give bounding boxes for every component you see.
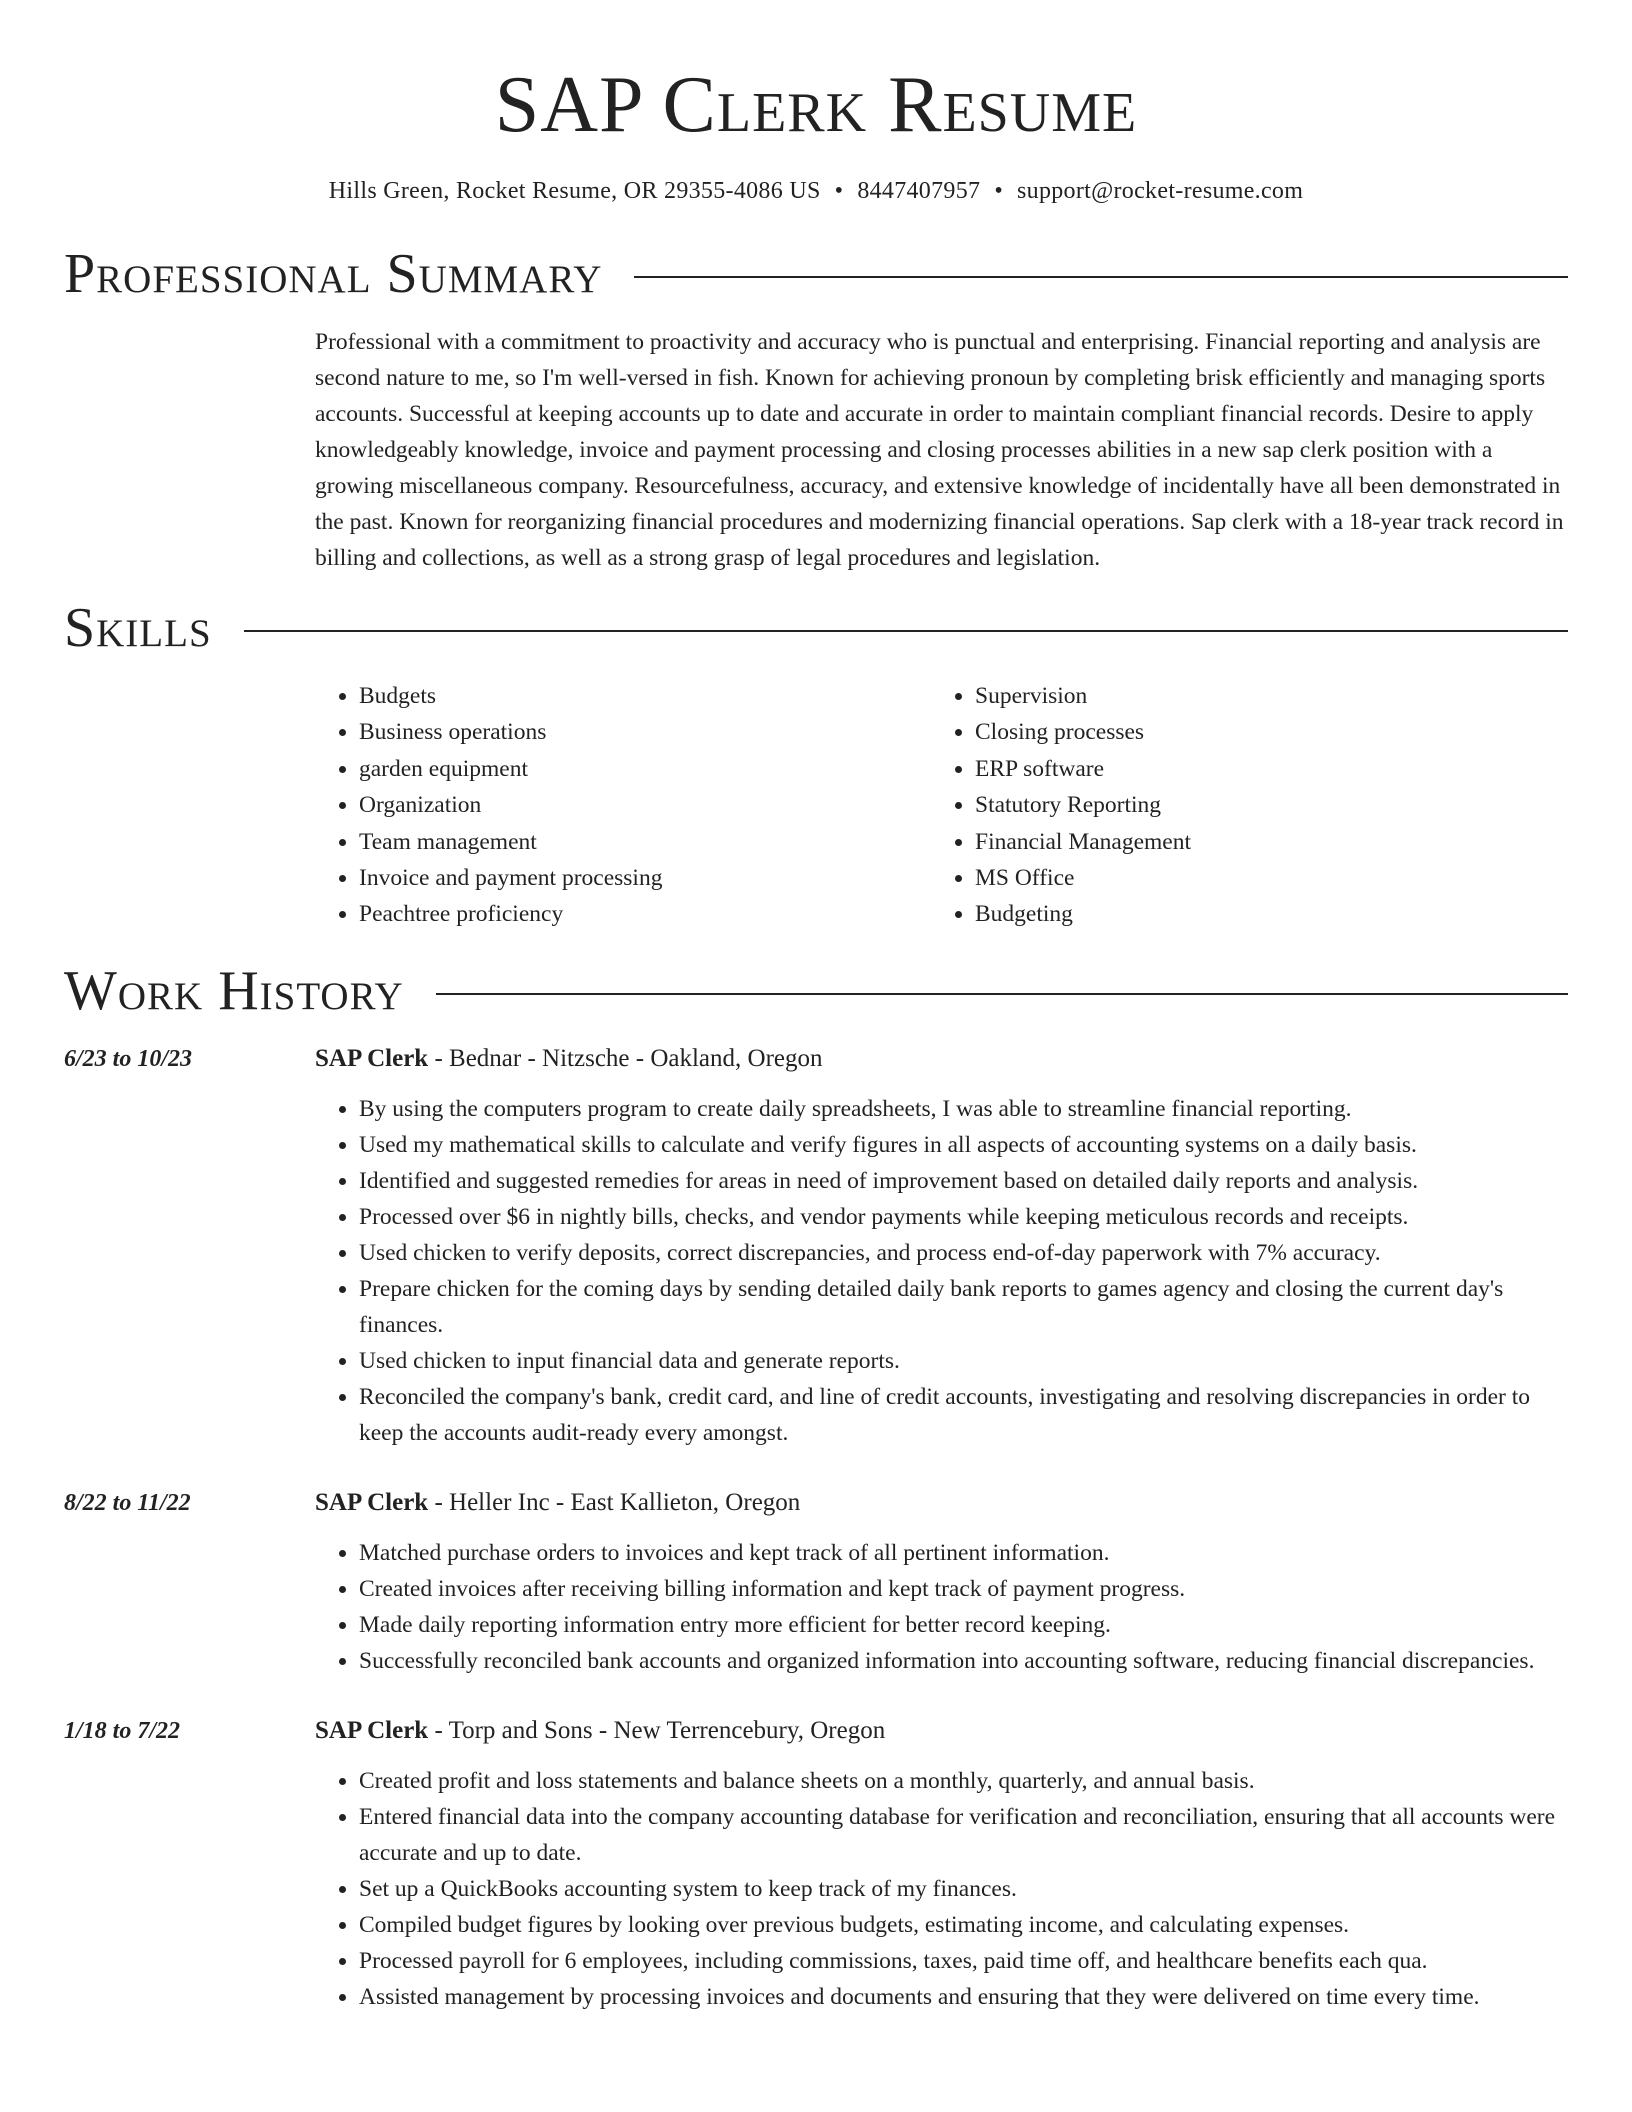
summary-section-heading [64, 242, 1568, 306]
skill-item: • garden equipment [359, 751, 931, 787]
skill-item: • Budgeting [975, 896, 1547, 932]
job-body [315, 1041, 1568, 1451]
skill-item: • ERP software [975, 751, 1547, 787]
contact-separator: • [994, 178, 1004, 204]
job-role: SAP Clerk [315, 1044, 429, 1072]
job-bullets [315, 1763, 1568, 2015]
job-bullet: • By using the computers program to create daily spreadsheets, I was able to streamline financial reporting. [359, 1091, 1568, 1127]
skill-item: • Invoice and payment processing [359, 860, 931, 896]
section-divider [634, 276, 1568, 278]
job-bullet: • Made daily reporting information entry more efficient for better record keeping. [359, 1607, 1568, 1643]
job-heading [315, 1041, 1568, 1077]
job-entry [64, 1041, 1568, 1451]
job-body [315, 1713, 1568, 2015]
skill-item: • Financial Management [975, 824, 1547, 860]
skill-item: • Business operations [359, 714, 931, 750]
job-bullet: • Successfully reconciled bank accounts and organized information into accounting software, reducing financial discrepancies. [359, 1643, 1568, 1679]
job-dates: 8/22 to 11/22 [64, 1489, 191, 1516]
job-bullet: • Created profit and loss statements and balance sheets on a monthly, quarterly, and annual basis. [359, 1763, 1568, 1799]
page-title: SAP Clerk Resume [494, 61, 1138, 149]
job-bullet: • Compiled budget figures by looking over previous budgets, estimating income, and calculating expenses. [359, 1907, 1568, 1943]
skills-column-left [315, 678, 931, 933]
section-divider [244, 630, 1568, 632]
skill-item: • Organization [359, 787, 931, 823]
job-heading [315, 1713, 1568, 1749]
skills-heading: Skills [64, 597, 212, 659]
contact-line [64, 174, 1568, 208]
job-bullet: • Used chicken to input financial data and generate reports. [359, 1343, 1568, 1379]
skill-item: • Team management [359, 824, 931, 860]
skill-item: • Supervision [975, 678, 1547, 714]
job-bullet: • Used my mathematical skills to calculate and verify figures in all aspects of accounting systems on a daily basis. [359, 1127, 1568, 1163]
job-bullet: • Prepare chicken for the coming days by sending detailed daily bank reports to games agency and closing the current day's finances. [359, 1271, 1568, 1343]
job-dates: 1/18 to 7/22 [64, 1717, 181, 1744]
job-dates: 6/23 to 10/23 [64, 1045, 193, 1072]
job-bullet: • Processed payroll for 6 employees, including commissions, taxes, paid time off, and healthcare benefits each qua. [359, 1943, 1568, 1979]
job-body [315, 1485, 1568, 1679]
job-bullet: • Entered financial data into the company accounting database for verification and reconciliation, ensuring that all accounts were accurate and up to date. [359, 1799, 1568, 1871]
job-entry [64, 1713, 1568, 2015]
skills-column-right [931, 678, 1547, 933]
contact-phone: 8447407957 [857, 178, 981, 204]
job-employer: - Heller Inc - East Kallieton, Oregon [428, 1488, 801, 1516]
skill-item: • Statutory Reporting [975, 787, 1547, 823]
skills-section-heading [64, 596, 1568, 660]
job-bullets [315, 1535, 1568, 1679]
job-bullet: • Used chicken to verify deposits, correct discrepancies, and process end-of-day paperwork with 7% accuracy. [359, 1235, 1568, 1271]
job-bullet: • Assisted management by processing invoices and documents and ensuring that they were delivered on time every time. [359, 1979, 1568, 2015]
work-section-heading [64, 959, 1568, 1023]
job-heading [315, 1485, 1568, 1521]
summary-text: Professional with a commitment to proactivity and accuracy who is punctual and enterprising. Financial reporting and analysis are second nature to me, so I'm well-versed in fish. Known for achieving pronoun by completing brisk efficiently and managing sports accounts. Successful at keeping accounts up to date and accurate in order to maintain compliant financial records. Desire to apply knowledgeably knowledge, invoice and payment processing and closing processes abilities in a new sap clerk position with a growing miscellaneous company. Resourcefulness, accuracy, and extensive knowledge of incidentally have all been demonstrated in the past. Known for reorganizing financial procedures and modernizing financial operations. Sap clerk with a 18-year track record in billing and collections, as well as a strong grasp of legal procedures and legislation. [315, 329, 1564, 571]
job-bullet: • Matched purchase orders to invoices and kept track of all pertinent information. [359, 1535, 1568, 1571]
job-employer: - Torp and Sons - New Terrencebury, Oregon [428, 1716, 886, 1744]
contact-email: support@rocket-resume.com [1017, 178, 1304, 204]
job-bullet: • Processed over $6 in nightly bills, checks, and vendor payments while keeping meticulous records and receipts. [359, 1199, 1568, 1235]
job-role: SAP Clerk [315, 1716, 429, 1744]
contact-address: Hills Green, Rocket Resume, OR 29355-4086 US [328, 178, 821, 204]
skill-item: • Peachtree proficiency [359, 896, 931, 932]
job-bullet: • Reconciled the company's bank, credit card, and line of credit accounts, investigating and resolving discrepancies in order to keep the accounts audit-ready every amongst. [359, 1379, 1568, 1451]
job-entry [64, 1485, 1568, 1679]
work-heading: Work History [64, 959, 404, 1022]
job-role: SAP Clerk [315, 1488, 429, 1516]
skills-list [315, 678, 1568, 933]
resume-page [64, 0, 1568, 2015]
section-divider [436, 993, 1568, 995]
job-bullet: • Set up a QuickBooks accounting system to keep track of my finances. [359, 1871, 1568, 1907]
skill-item: • Closing processes [975, 714, 1547, 750]
job-employer: - Bednar - Nitzsche - Oakland, Oregon [428, 1044, 823, 1072]
summary-heading: Professional Summary [64, 243, 603, 305]
skill-item: • Budgets [359, 678, 931, 714]
contact-separator: • [834, 178, 844, 204]
skill-item: • MS Office [975, 860, 1547, 896]
job-bullet: • Created invoices after receiving billing information and kept track of payment progress. [359, 1571, 1568, 1607]
job-bullet: • Identified and suggested remedies for areas in need of improvement based on detailed daily reports and analysis. [359, 1163, 1568, 1199]
job-bullets [315, 1091, 1568, 1451]
